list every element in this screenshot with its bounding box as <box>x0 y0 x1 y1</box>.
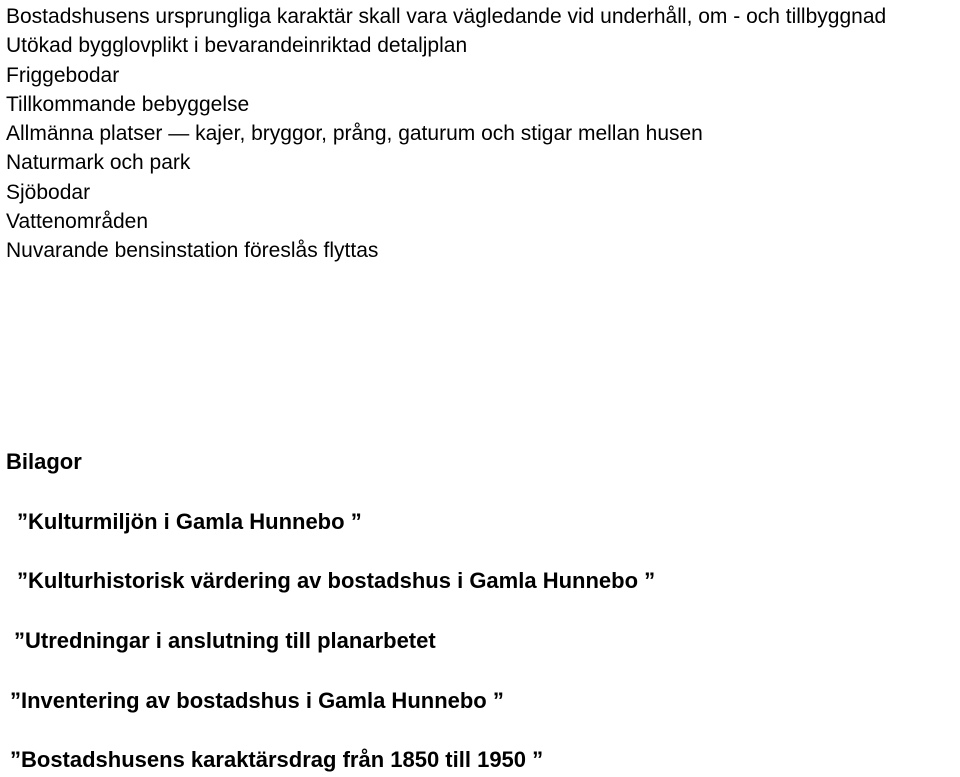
toc-item: Nuvarande bensinstation föreslås flyttas <box>6 239 379 263</box>
attachment-item <box>17 566 655 596</box>
attachment-item <box>10 686 504 716</box>
toc-item: Bostadshusens ursprungliga karaktär skall vara vägledande vid underhåll, om - och tillbyggnad <box>6 5 887 28</box>
quote-close: ” <box>532 747 544 772</box>
toc-list <box>6 2 956 266</box>
attachment-title: Utredningar i anslutning till planarbetet <box>25 628 436 653</box>
attachment-title: Kulturhistorisk värdering av bostadshus i Gamla Hunnebo <box>28 568 639 593</box>
attachments-heading: Bilagor <box>6 449 82 474</box>
toc-item: Tillkommande bebyggelse <box>6 92 250 116</box>
attachment-title: Inventering av bostadshus i Gamla Hunnebo <box>21 688 487 713</box>
quote-close: ” <box>492 688 504 713</box>
quote-close: ” <box>644 568 656 593</box>
quote-close: ” <box>350 509 362 534</box>
toc-item: Naturmark och park <box>6 151 191 175</box>
toc-item: Friggebodar <box>6 63 120 87</box>
quote-open: ” <box>10 747 21 772</box>
quote-open: ” <box>14 628 25 653</box>
toc-item: Utökad bygglovplikt i bevarandeinriktad detaljplan <box>6 34 468 58</box>
attachment-title: Kulturmiljön i Gamla Hunnebo <box>28 509 345 534</box>
attachment-title: Bostadshusens karaktärsdrag från 1850 till 1950 <box>21 747 527 772</box>
attachment-item <box>14 626 436 656</box>
quote-open: ” <box>17 568 28 593</box>
attachment-item <box>10 745 543 775</box>
attachment-item <box>17 507 362 537</box>
quote-open: ” <box>10 688 21 713</box>
toc-item: Sjöbodar <box>6 180 91 204</box>
quote-open: ” <box>17 509 28 534</box>
toc-item: Allmänna platser — kajer, bryggor, prång, gaturum och stigar mellan husen <box>6 122 703 146</box>
toc-item: Vattenområden <box>6 210 149 234</box>
